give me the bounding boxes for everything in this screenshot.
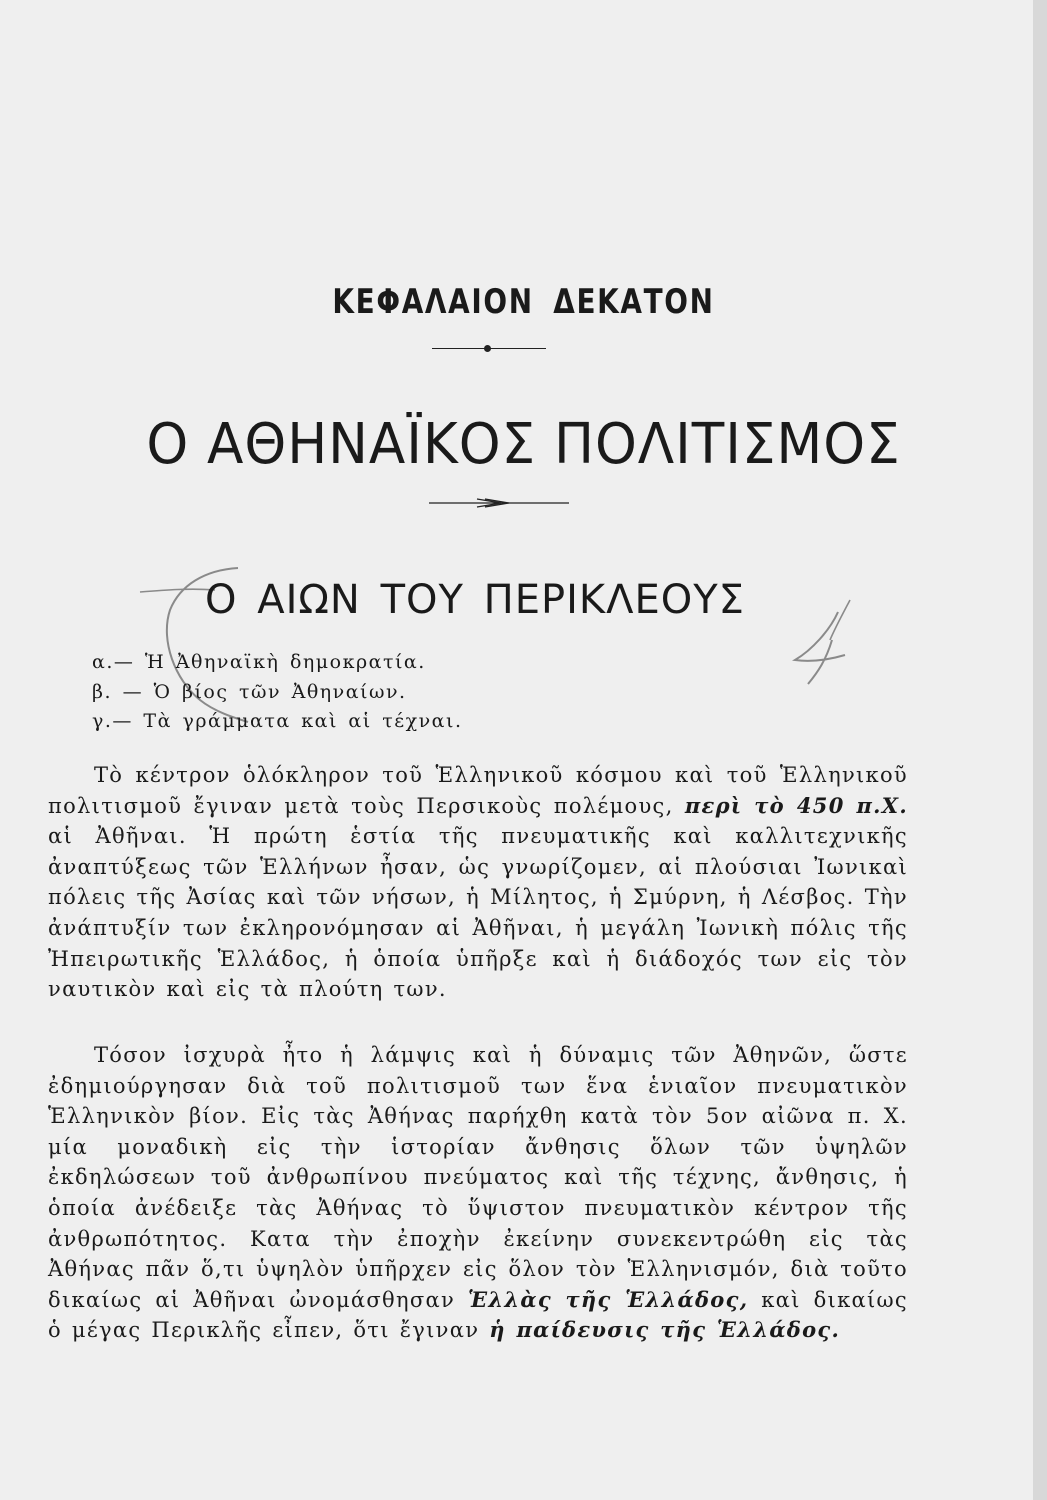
pencil-stroke-mark [140, 589, 215, 592]
paragraph-2-emphasis-2: ἡ παίδευσις τῆς Ἑλλάδος. [489, 1317, 841, 1343]
toc-item-b: β. — Ὁ βίος τῶν Ἀθηναίων. [92, 681, 407, 703]
paragraph-1-text-b: αἱ Ἀθῆναι. Ἡ πρώτη ἑστία τῆς πνευματικῆς καὶ καλλιτεχνικῆς ἀναπτύξεως τῶν Ἑλλήνων ἦσαν, ὡς γνωρίζομεν, αἱ πλούσιαι Ἰωνικαὶ πόλεις τῆς Ἀσίας καὶ τῶν νήσων, ἡ Μίλητος, ἡ Σμύρνη, ἡ Λέσβος. Τὴν ἀνάπτυξίν των ἐκληρονόμησαν αἱ Ἀθῆναι, ἡ μεγάλη Ἰωνικὴ πόλις τῆς Ἠπειρωτικῆς Ἑλλάδος, ἡ ὁποία ὑπῆρξε καὶ ἡ διάδοχός των εἰς τὸν ναυτικὸν καὶ εἰς τὰ πλούτη των. [48, 824, 908, 1002]
title-ornament [429, 495, 569, 511]
paragraph-1 [48, 760, 908, 1005]
chapter-label: ΚΕΦΑΛΑΙΟΝ ΔΕΚΑΤΟΝ [332, 282, 715, 322]
paragraph-2 [48, 1040, 908, 1346]
chapter-title: Ο ΑΘΗΝΑΪΚΟΣ ΠΟΛΙΤΙΣΜΟΣ [146, 412, 901, 477]
pencil-numeral-mark [795, 612, 845, 684]
toc-item-a: α.— Ἡ Ἀθηναϊκὴ δημοκρατία. [92, 651, 426, 673]
chapter-rule-dot [484, 345, 491, 352]
pencil-tick-mark [830, 600, 850, 640]
paragraph-2-text-b: καὶ δικαίως ὁ μέγας Περικλῆς εἶπεν, ὅτι ἔγιναν [48, 1287, 908, 1343]
section-title: Ο ΑΙΩΝ ΤΟΥ ΠΕΡΙΚΛΕΟΥΣ [205, 577, 745, 623]
paragraph-2-emphasis-1: Ἑλλὰς τῆς Ἑλλάδος, [467, 1286, 749, 1312]
paragraph-1-text-a: Τὸ κέντρον ὁλόκληρον τοῦ Ἑλληνικοῦ κόσμου καὶ τοῦ Ἑλληνικοῦ πολιτισμοῦ ἔγιναν μετὰ τοὺς Περσικοὺς πολέμους, [48, 763, 908, 818]
toc-item-c: γ.— Τὰ γράμματα καὶ αἱ τέχναι. [92, 710, 463, 732]
page-edge [1033, 0, 1047, 1500]
paragraph-2-text-a: Τόσον ἰσχυρὰ ἦτο ἡ λάμψις καὶ ἡ δύναμις τῶν Ἀθηνῶν, ὥστε ἐδημιούργησαν διὰ τοῦ πολιτισμοῦ των ἕνα ἑνιαῖον πνευματικὸν Ἑλληνικὸν βίον. Εἰς τὰς Ἀθήνας παρήχθη κατὰ τὸν 5ον αἰῶνα π. Χ. μία μοναδικὴ εἰς τὴν ἱστορίαν ἄνθησις ὅλων τῶν ὑψηλῶν ἐκδηλώσεων τοῦ ἀνθρωπίνου πνεύματος καὶ τῆς τέχνης, ἄνθησις, ἡ ὁποία ἀνέδειξε τὰς Ἀθήνας τὸ ὕψιστον πνευματικὸν κέντρον τῆς ἀνθρωπότητος. Κατα τὴν ἐποχὴν ἐκείνην συνεκεντρώθη εἰς τὰς Ἀθήνας πᾶν ὅ,τι ὑψηλὸν ὑπῆρχεν εἰς ὅλον τὸν Ἑλληνισμόν, διὰ τοῦτο δικαίως αἱ Ἀθῆναι ὠνομάσθησαν [48, 1043, 908, 1312]
paragraph-1-emphasis: περὶ τὸ 450 π.Χ. [684, 792, 908, 818]
